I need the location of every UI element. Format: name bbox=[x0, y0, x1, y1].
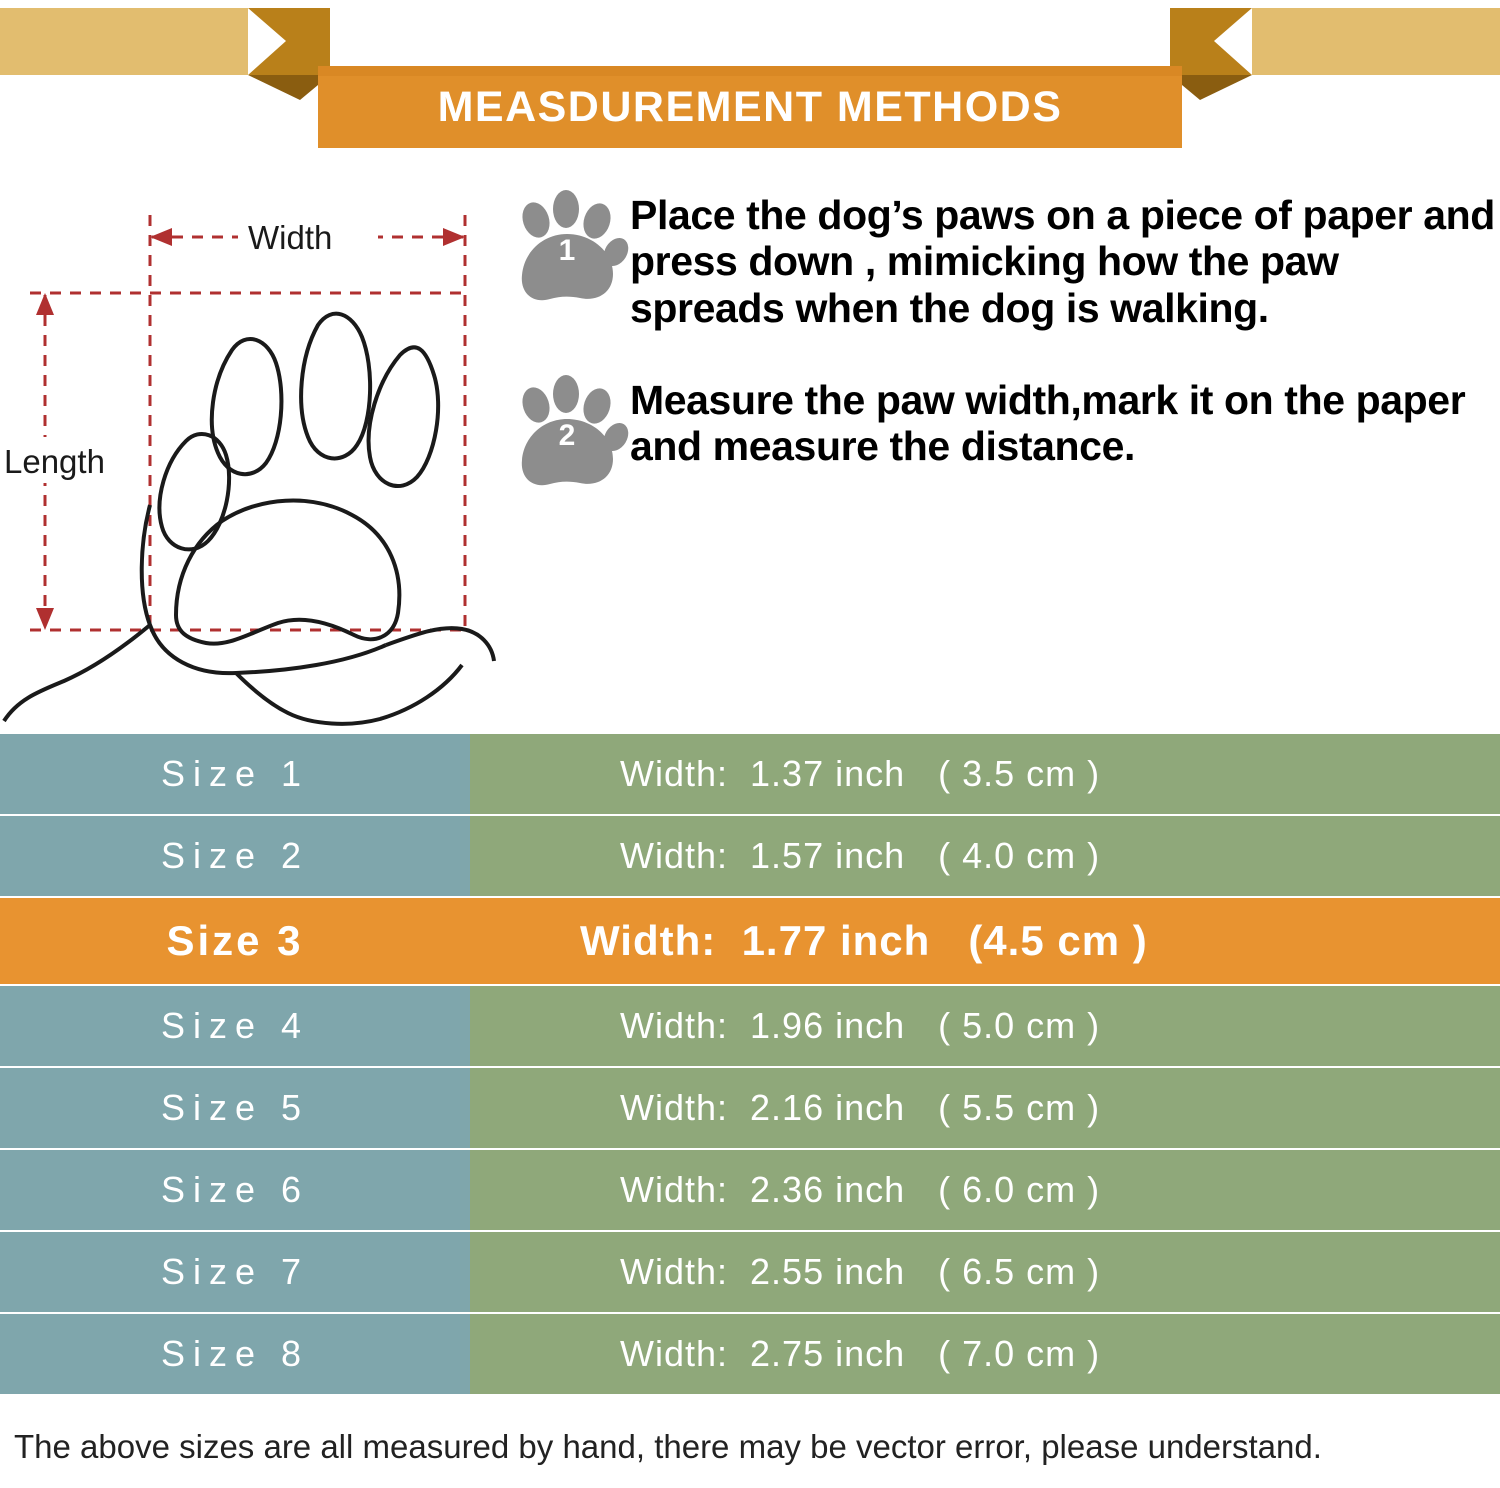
size-label: Size 4 bbox=[0, 986, 470, 1066]
size-label: Size 2 bbox=[0, 816, 470, 896]
step-text: Measure the paw width,mark it on the paper and measure the distance. bbox=[630, 376, 1466, 470]
width-value: Width: 2.75 inch ( 7.0 cm ) bbox=[470, 1314, 1500, 1394]
table-row bbox=[0, 1314, 1500, 1394]
size-table bbox=[0, 734, 1500, 1396]
step-2 bbox=[510, 375, 1495, 493]
size-label: Size 1 bbox=[0, 734, 470, 814]
table-row bbox=[0, 816, 1500, 896]
table-row bbox=[0, 1068, 1500, 1148]
size-label: Size 6 bbox=[0, 1150, 470, 1230]
step-1 bbox=[510, 190, 1495, 331]
paw-badge-2 bbox=[510, 375, 630, 493]
table-row bbox=[0, 986, 1500, 1066]
table-row bbox=[0, 734, 1500, 814]
step-number: 1 bbox=[558, 234, 576, 267]
paw-measurement-diagram bbox=[0, 175, 520, 730]
width-value: Width: 1.37 inch ( 3.5 cm ) bbox=[470, 734, 1500, 814]
step-number: 2 bbox=[558, 418, 576, 452]
width-value: Width: 2.16 inch ( 5.5 cm ) bbox=[470, 1068, 1500, 1148]
length-label: Length bbox=[4, 443, 105, 480]
width-value: Width: 2.36 inch ( 6.0 cm ) bbox=[470, 1150, 1500, 1230]
size-label: Size 3 bbox=[0, 898, 470, 984]
size-label: Size 5 bbox=[0, 1068, 470, 1148]
width-value: Width: 1.96 inch ( 5.0 cm ) bbox=[470, 986, 1500, 1066]
size-label: Size 8 bbox=[0, 1314, 470, 1394]
table-row bbox=[0, 1232, 1500, 1312]
step-text: Place the dog’s paws on a piece of paper and press down , mimicking how the paw spreads when the dog is walking. bbox=[630, 192, 1495, 331]
width-label: Width bbox=[248, 219, 333, 256]
table-row-highlighted bbox=[0, 898, 1500, 984]
width-value: Width: 2.55 inch ( 6.5 cm ) bbox=[470, 1232, 1500, 1312]
width-value: Width: 1.57 inch ( 4.0 cm ) bbox=[470, 816, 1500, 896]
width-value: Width: 1.77 inch (4.5 cm ) bbox=[470, 898, 1500, 984]
paw-badge-1 bbox=[510, 190, 630, 308]
table-row bbox=[0, 1150, 1500, 1230]
size-label: Size 7 bbox=[0, 1232, 470, 1312]
banner bbox=[0, 0, 1500, 170]
page-title: MEASDUREMENT METHODS bbox=[437, 83, 1063, 131]
measurement-steps bbox=[510, 190, 1495, 529]
footer-note: The above sizes are all measured by hand, there may be vector error, please understand. bbox=[14, 1428, 1322, 1465]
